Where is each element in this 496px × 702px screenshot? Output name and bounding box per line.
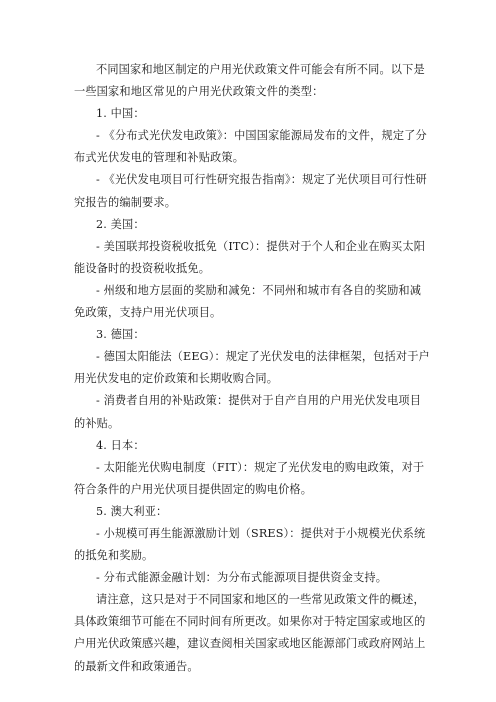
- list-item: - 小规模可再生能源激励计划（SRES）：提供对于小规模光伏系统的抵免和奖励。: [74, 526, 426, 563]
- section-heading-germany: 3. 德国：: [96, 328, 145, 342]
- section-heading-usa: 2. 美国：: [96, 217, 145, 231]
- list-item: - 《分布式光伏发电政策》：中国国家能源局发布的文件，规定了分布式光伏发电的管理和补贴政策。: [74, 129, 427, 165]
- intro-paragraph: 不同国家和地区制定的户用光伏政策文件可能会有所不同。以下是一些国家和地区常见的户用光伏政策文件的类型：: [74, 63, 425, 99]
- list-item: - 美国联邦投资税收抵免（ITC）：提供对于个人和企业在购买太阳能设备时的投资税收抵免。: [74, 239, 426, 275]
- list-item: - 州级和地方层面的奖励和减免：不同州和城市有各自的奖励和减免政策，支持户用光伏项目。: [74, 283, 422, 320]
- list-item: - 德国太阳能法（EEG）：规定了光伏发电的法律框架，包括对于户用光伏发电的定价政策和长期收购合同。: [74, 350, 430, 386]
- list-item: - 消费者自用的补贴政策：提供对于自产自用的户用光伏发电项目的补贴。: [74, 394, 422, 430]
- list-item: - 《光伏发电项目可行性研究报告指南》：规定了光伏项目可行性研究报告的编制要求。: [74, 173, 427, 209]
- section-heading-china: 1. 中国：: [96, 107, 145, 121]
- list-item: - 太阳能光伏购电制度（FIT）：规定了光伏发电的购电政策，对于符合条件的户用光伏项目提供固定的购电价格。: [74, 460, 425, 496]
- section-heading-australia: 5. 澳大利亚：: [96, 504, 168, 518]
- document-page: [74, 59, 432, 678]
- section-heading-japan: 4. 日本：: [96, 438, 145, 452]
- closing-paragraph: 请注意，这只是对于不同国家和地区的一些常见政策文件的概述，具体政策细节可能在不同时间有所更改。如果你对于特定国家或地区的户用光伏政策感兴趣，建议查阅相关国家或地区能源部门或政府网站上的最新文件和政策通告。: [74, 593, 426, 673]
- list-item: - 分布式能源金融计划：为分布式能源项目提供资金支持。: [96, 571, 388, 585]
